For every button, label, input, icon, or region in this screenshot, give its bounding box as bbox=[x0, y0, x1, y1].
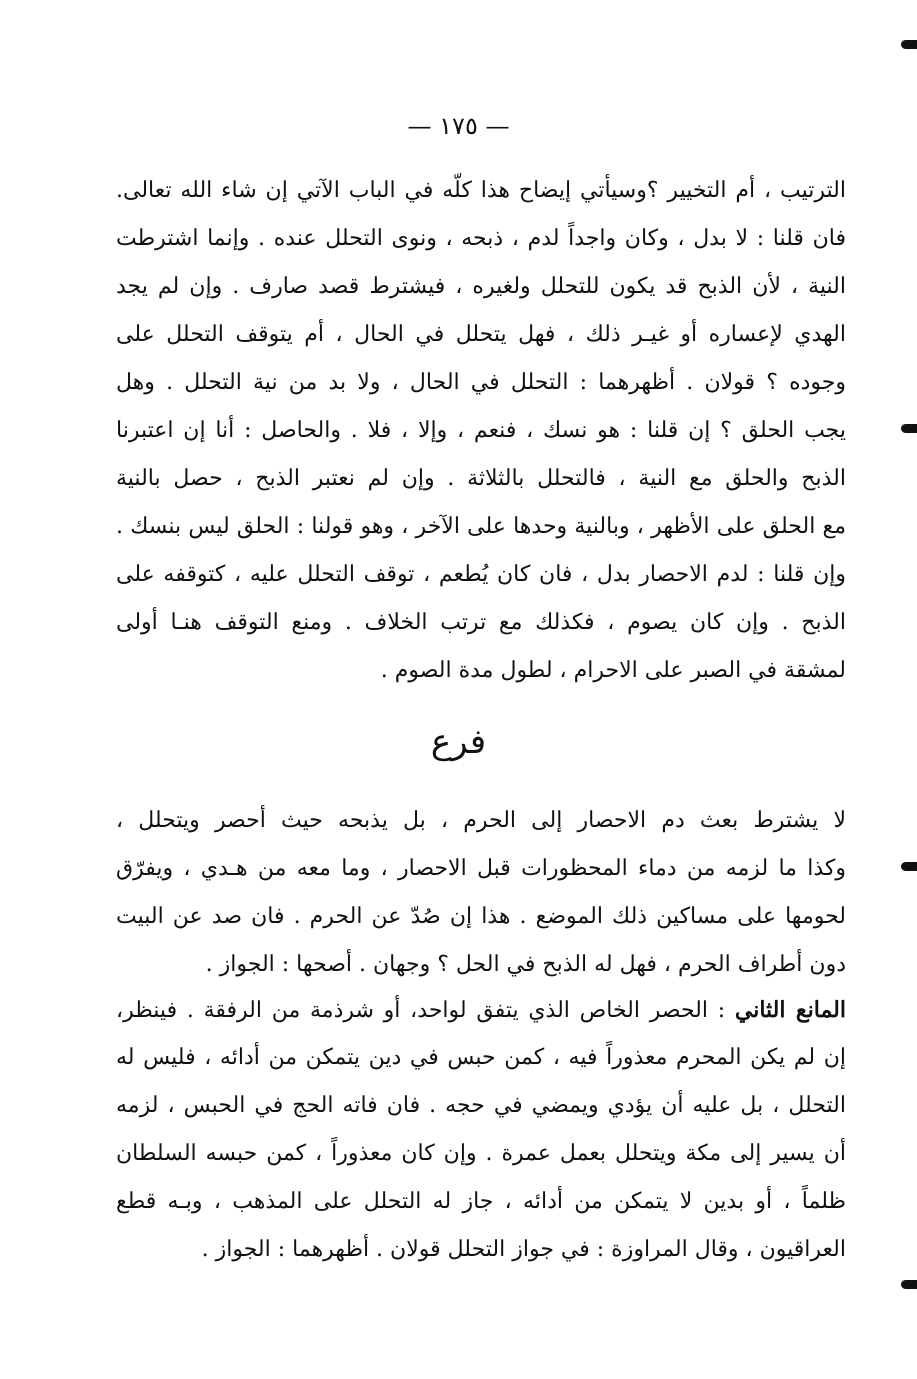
text-line: مع الحلق على الأظهر ، وبالنية وحدها على الآخر ، وهو قولنا : الحلق ليس بنسك . bbox=[116, 514, 846, 539]
text-line: الذبح . وإن كان يصوم ، فكذلك مع ترتب الخلاف . ومنع التوقف هنـا أولى bbox=[116, 610, 846, 635]
text-line: وإن قلنا : لدم الاحصار بدل ، فان كان يُطعم ، توقف التحلل عليه ، كتوقفه على bbox=[116, 562, 846, 587]
text-line: أن يسير إلى مكة ويتحلل بعمل عمرة . وإن كان معذوراً ، كمن حبسه السلطان bbox=[116, 1141, 846, 1166]
text-line: فان قلنا : لا بدل ، وكان واجداً لدم ، ذبحه ، ونوى التحلل عنده . وإنما اشترطت bbox=[116, 226, 846, 251]
text-line: وجوده ؟ قولان . أظهرهما : التحلل في الحال ، ولا بد من نية التحلل . وهل bbox=[116, 370, 846, 395]
paragraph-2 bbox=[116, 797, 846, 989]
text-line: لمشقة في الصبر على الاحرام ، لطول مدة الصوم . bbox=[380, 658, 846, 683]
text-line: التحلل ، بل عليه أن يؤدي ويمضي في حجه . فان فاته الحج في الحبس ، لزمه bbox=[116, 1093, 846, 1118]
page-number: — ١٧٥ — bbox=[407, 112, 510, 140]
text-line: النية ، لأن الذبح قد يكون للتحلل ولغيره ، فيشترط قصد صارف . وإن لم يجد bbox=[116, 274, 846, 299]
text-line: لحومها على مساكين ذلك الموضع . هذا إن صُدّ عن الحرم . فان صد عن البيت bbox=[116, 904, 846, 929]
text-line: يجب الحلق ؟ إن قلنا : هو نسك ، فنعم ، وإلا ، فلا . والحاصل : أنا إن اعتبرنا bbox=[116, 418, 846, 443]
section-lead: المانع الثاني bbox=[734, 997, 846, 1023]
text-line: لا يشترط بعث دم الاحصار إلى الحرم ، بل يذبحه حيث أحصر ويتحلل ، bbox=[116, 808, 846, 833]
paragraph-1 bbox=[116, 167, 846, 695]
paragraph-3 bbox=[116, 986, 846, 1274]
text-line: الترتيب ، أم التخيير ؟وسيأتي إيضاح هذا كلّه في الباب الآتي إن شاء الله تعالى. bbox=[116, 178, 846, 203]
text-line: ظلماً ، أو بدين لا يتمكن من أدائه ، جاز له التحلل على المذهب ، وبـه قطع bbox=[116, 1189, 846, 1214]
text-line: إن لم يكن المحرم معذوراً فيه ، كمن حبس في دين يتمكن من أدائه ، فليس له bbox=[116, 1045, 846, 1070]
text-line: دون أطراف الحرم ، فهل له الذبح في الحل ؟ وجهان . أصحها : الجواز . bbox=[205, 952, 846, 977]
margin-mark bbox=[901, 424, 917, 433]
text-line: وكذا ما لزمه من دماء المحظورات قبل الاحصار ، وما معه من هـدي ، ويفرّق bbox=[116, 856, 846, 881]
margin-mark bbox=[901, 1280, 917, 1289]
text-line: العراقيون ، وقال المراوزة : في جواز التحلل قولان . أظهرهما : الجواز . bbox=[201, 1237, 846, 1262]
margin-mark bbox=[901, 40, 917, 49]
margin-mark bbox=[901, 862, 917, 871]
section-heading: فرع bbox=[430, 722, 487, 762]
text-line bbox=[116, 986, 846, 1034]
text-line: الهدي لإعساره أو غيـر ذلك ، فهل يتحلل في الحال ، أم يتوقف التحلل على bbox=[116, 322, 846, 347]
text-span: : الحصر الخاص الذي يتفق لواحد، أو شرذمة من الرفقة . فينظر، bbox=[116, 998, 735, 1023]
text-line: الذبح والحلق مع النية ، فالتحلل بالثلاثة . وإن لم نعتبر الذبح ، حصل بالنية bbox=[116, 466, 846, 491]
